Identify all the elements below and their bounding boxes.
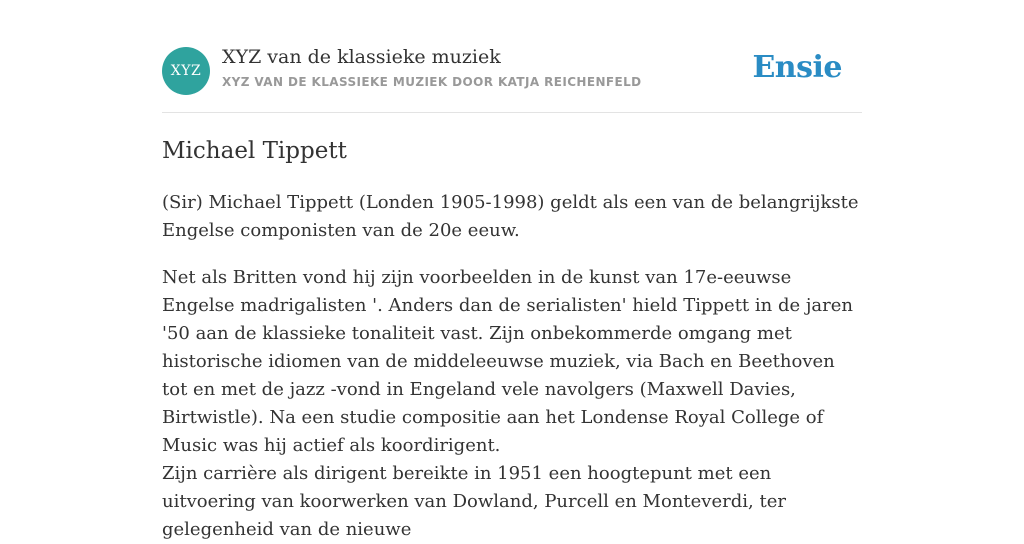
article-paragraph-1: (Sir) Michael Tippett (Londen 1905-1998) geldt als een van de belangrijkste Engelse componisten van de 20e eeuw. <box>162 192 859 241</box>
article-title: Michael Tippett <box>162 138 347 164</box>
article-paragraph-2: Net als Britten vond hij zijn voorbeelden in de kunst van 17e-eeuwse Engelse madrigalisten '. Anders dan de serialisten' hield Tippett in de jaren '50 aan de klassieke tonaliteit vast. Zijn onbekommerde omgang met historische idiomen van de middeleeuwse muziek, via Bach en Beethoven tot en met de jazz -vond in Engeland vele navolgers (Maxwell Davies, Birtwistle). Na een studie compositie aan het Londense Royal College of Music was hij actief als koordirigent. <box>162 267 854 456</box>
site-subtitle: XYZ VAN DE KLASSIEKE MUZIEK DOOR KATJA REICHENFELD <box>222 75 642 89</box>
ensie-brand-logo[interactable]: Ensie <box>752 50 842 85</box>
content-container <box>162 0 862 540</box>
site-logo-text: XYZ <box>170 63 202 79</box>
article-paragraph-3: Zijn carrière als dirigent bereikte in 1951 een hoogtepunt met een uitvoering van koorwerken van Dowland, Purcell en Monteverdi, ter gelegenheid van de nieuwe <box>162 463 786 540</box>
site-title[interactable]: XYZ van de klassieke muziek <box>222 46 501 68</box>
site-header <box>162 0 862 113</box>
site-logo[interactable] <box>162 47 210 95</box>
